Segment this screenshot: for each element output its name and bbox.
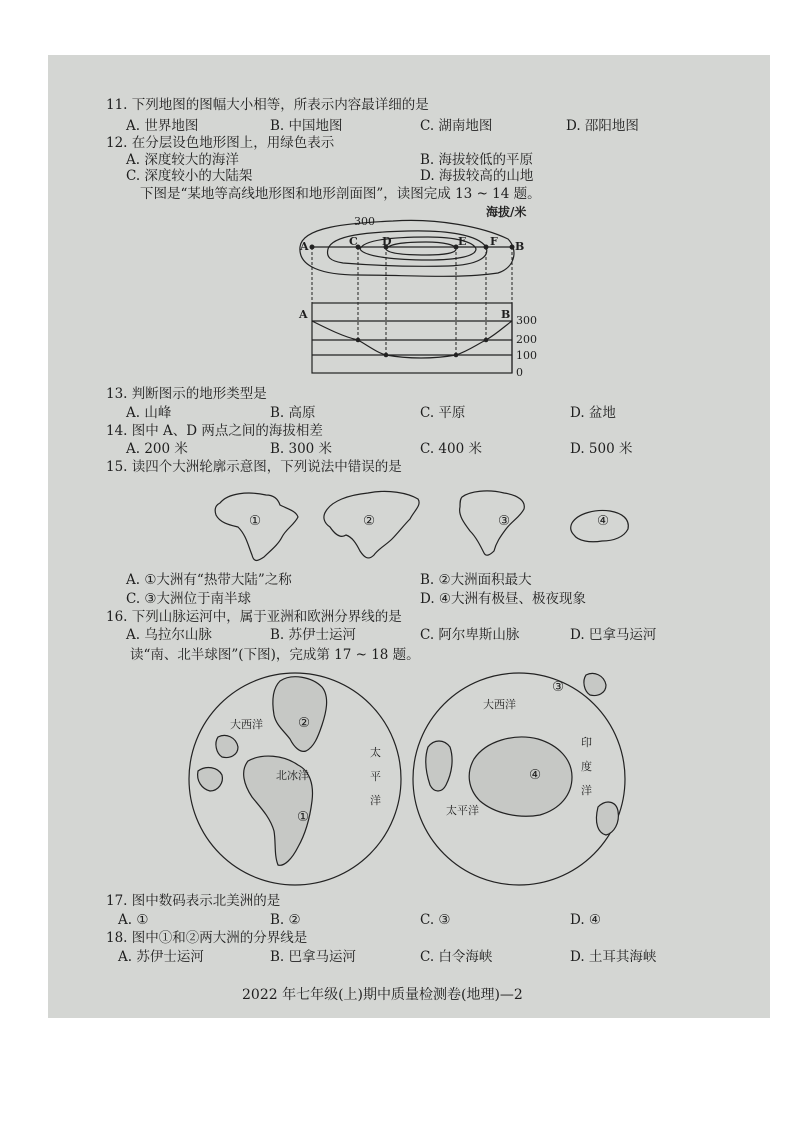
continent-mark-1: ① — [249, 513, 262, 529]
axis-tick-200: 200 — [516, 333, 537, 346]
q14-option-c: C. 400 米 — [420, 441, 482, 457]
continent-mark-3: ③ — [498, 513, 511, 529]
q11-option-a: A. 世界地图 — [126, 118, 199, 134]
q17-option-c: C. ③ — [420, 912, 451, 928]
arctic-label: 北冰洋 — [276, 769, 309, 782]
q13-option-b: B. 高原 — [270, 405, 316, 421]
q11-option-d: D. 邵阳地图 — [566, 118, 639, 134]
north-america-outline — [460, 491, 525, 555]
q14-option-d: D. 500 米 — [570, 441, 633, 457]
point-a-label: A — [300, 240, 309, 253]
q13-stem: 13. 判断图示的地形类型是 — [106, 386, 267, 402]
q16-option-c: C. 阿尔卑斯山脉 — [420, 627, 520, 643]
point-f-label: F — [490, 235, 498, 248]
q16-option-a: A. 乌拉尔山脉 — [126, 627, 212, 643]
axis-tick-0: 0 — [516, 366, 523, 379]
q18-option-d: D. 土耳其海峡 — [570, 949, 657, 965]
q12-option-d: D. 海拔较高的山地 — [420, 168, 534, 184]
altitude-unit-label: 海拔/米 — [486, 205, 527, 219]
profile-box — [312, 303, 512, 373]
q15-option-c: C. ③大洲位于南半球 — [126, 591, 252, 607]
q18-option-b: B. 巴拿马运河 — [270, 949, 357, 965]
north-mark-1: ① — [297, 809, 310, 825]
q16-option-d: D. 巴拿马运河 — [570, 627, 657, 643]
point-c-label: C — [349, 235, 358, 248]
hemisphere-maps — [188, 667, 648, 897]
q17-option-a: A. ① — [118, 912, 149, 928]
q11-option-b: B. 中国地图 — [270, 118, 343, 134]
q12-option-a: A. 深度较大的海洋 — [126, 152, 239, 168]
q13-option-a: A. 山峰 — [126, 405, 172, 421]
q12-stem: 12. 在分层设色地形图上，用绿色表示 — [106, 135, 335, 151]
contour-center — [386, 242, 456, 255]
q11-stem: 11. 下列地图的图幅大小相等，所表示内容最详细的是 — [106, 97, 429, 113]
south-mark-3: ③ — [552, 679, 565, 695]
q12-option-c: C. 深度较小的大陆架 — [126, 168, 253, 184]
q13-option-d: D. 盆地 — [570, 405, 616, 421]
q12-option-b: B. 海拔较低的平原 — [420, 152, 534, 168]
point-b-label: B — [515, 240, 525, 253]
q14-stem: 14. 图中 A、D 两点之间的海拔相差 — [106, 423, 323, 439]
continent-outlines — [208, 483, 648, 575]
pacific-char-1: 太 — [370, 746, 381, 759]
south-pacific-label: 太平洋 — [446, 804, 479, 817]
axis-tick-100: 100 — [516, 349, 537, 362]
continent-mark-4: ④ — [597, 513, 610, 529]
antarctica-land — [469, 737, 572, 816]
africa-fragment-land — [584, 673, 606, 695]
intro-13-14: 下图是“某地等高线地形图和地形剖面图”，读图完成 13 ~ 14 题。 — [140, 186, 541, 202]
contour-profile-figure — [288, 205, 548, 385]
pacific-char-2: 平 — [370, 770, 381, 783]
page-footer: 2022 年七年级(上)期中质量检测卷(地理)—2 — [242, 987, 523, 1003]
q14-option-b: B. 300 米 — [270, 441, 333, 457]
q17-option-d: D. ④ — [570, 912, 602, 928]
exam-page — [48, 55, 770, 1018]
q17-option-b: B. ② — [270, 912, 301, 928]
q15-option-a: A. ①大洲有“热带大陆”之称 — [126, 572, 292, 588]
continent-mark-2: ② — [363, 513, 376, 529]
profile-b-label: B — [501, 308, 511, 321]
q16-option-b: B. 苏伊士运河 — [270, 627, 357, 643]
q18-option-a: A. 苏伊士运河 — [118, 949, 204, 965]
q14-option-a: A. 200 米 — [126, 441, 188, 457]
q11-option-c: C. 湖南地图 — [420, 118, 493, 134]
q15-option-b: B. ②大洲面积最大 — [420, 572, 532, 588]
indian-char-1: 印 — [581, 736, 592, 749]
q16-stem: 16. 下列山脉运河中，属于亚洲和欧洲分界线的是 — [106, 609, 402, 625]
north-atlantic-label: 大西洋 — [230, 718, 263, 731]
intro-17-18: 读“南、北半球图”(下图)，完成第 17 ~ 18 题。 — [130, 647, 420, 663]
q15-stem: 15. 读四个大洲轮廓示意图，下列说法中错误的是 — [106, 459, 402, 475]
q18-option-c: C. 白令海峡 — [420, 949, 493, 965]
q17-stem: 17. 图中数码表示北美洲的是 — [106, 893, 281, 909]
q15-option-d: D. ④大洲有极昼、极夜现象 — [420, 591, 587, 607]
indian-char-2: 度 — [581, 760, 592, 773]
south-mark-4: ④ — [529, 767, 542, 783]
north-mark-2: ② — [298, 715, 311, 731]
contour-outer — [300, 220, 514, 276]
profile-a-label: A — [299, 308, 308, 321]
q18-stem: 18. 图中①和②两大洲的分界线是 — [106, 930, 308, 946]
indian-char-3: 洋 — [581, 784, 592, 797]
south-atlantic-label: 大西洋 — [483, 698, 516, 711]
contour-label-300: 300 — [354, 215, 375, 228]
point-e-label: E — [458, 235, 467, 248]
point-d-label: D — [382, 235, 392, 248]
pacific-char-3: 洋 — [370, 794, 381, 807]
q13-option-c: C. 平原 — [420, 405, 466, 421]
axis-tick-300: 300 — [516, 314, 537, 327]
